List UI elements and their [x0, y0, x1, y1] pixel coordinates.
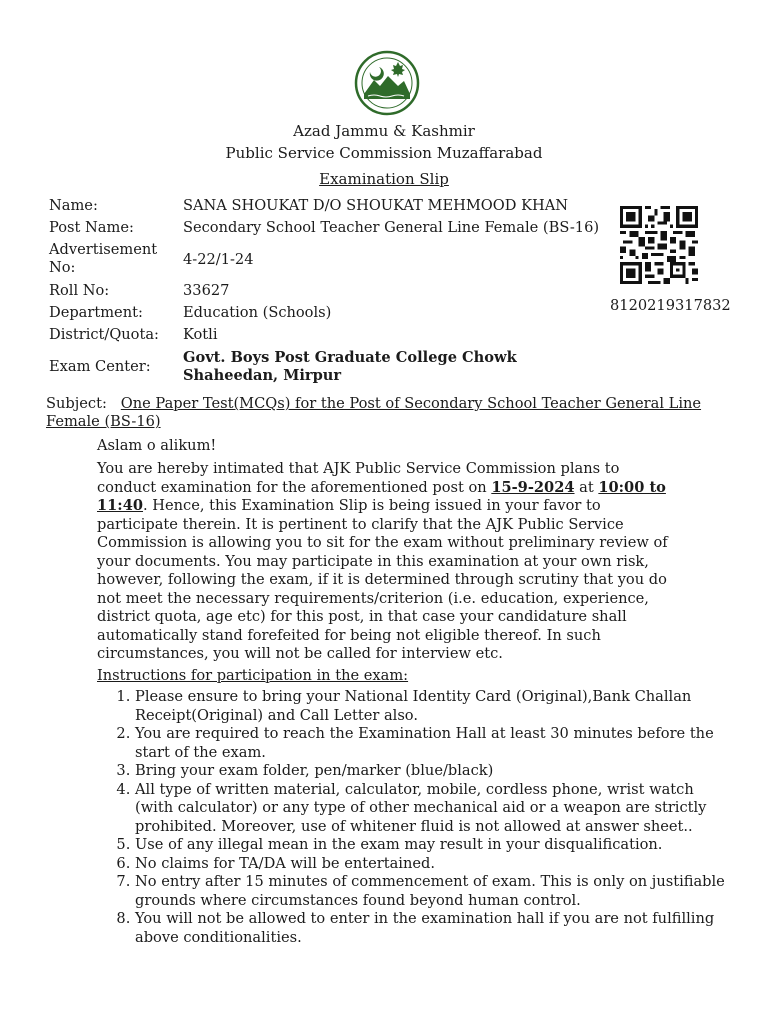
list-item: 1. Please ensure to bring your National Identity Card (Original),Bank Challan Receipt(Original) and Call Letter also. — [135, 688, 725, 725]
roll-no-label: Roll No: — [49, 282, 110, 299]
subject-text: One Paper Test(MCQs) for the Post of Secondary School Teacher General Line Female (BS-16) — [46, 395, 702, 430]
list-item: 2. You are required to reach the Examination Hall at least 30 minutes before the start of the exam. — [135, 725, 725, 762]
slip-title: Examination Slip — [319, 170, 449, 188]
subject-line — [46, 395, 726, 431]
list-item: 7. No entry after 15 minutes of commencement of exam. This is only on justifiable grounds where circumstances found beyond human control. — [135, 873, 725, 910]
exam-center-label: Exam Center: — [49, 358, 151, 375]
exam-center-value: Govt. Boys Post Graduate College Chowk Shaheedan, Mirpur — [183, 349, 517, 384]
exam-date: 15-9-2024 — [491, 478, 575, 496]
roll-no-value: 33627 — [183, 282, 230, 299]
list-item: 5. Use of any illegal mean in the exam may result in your disqualification. — [135, 836, 725, 855]
qr-code — [620, 206, 698, 284]
subject-label: Subject: — [46, 395, 107, 412]
intimation-paragraph: You are hereby intimated that AJK Public Service Commission plans to conduct examination for the aforementioned post on 15-9-2024 at 10:00 to 11:40. Hence, this Examination Slip is being issued in your favor to participate therein. It is pertinent to clarify that the AJK Public Service Commission is allowing you to sit for the exam without preliminary review of your documents. You may participate in this examination at your own risk, however, following the exam, if it is determined through scrutiny that you do not meet the necessary requirements/criterion (i.e. education, experience, district quota, age etc) for this post, in that case your candidature shall automatically stand forefeited for being not eligible thereof. In such circumstances, you will not be called for interview etc. — [97, 460, 668, 662]
list-item: 3. Bring your exam folder, pen/marker (blue/black) — [135, 762, 725, 781]
list-item: 6. No claims for TA/DA will be entertained. — [135, 855, 725, 874]
name-value: SANA SHOUKAT D/O SHOUKAT MEHMOOD KHAN — [183, 197, 569, 214]
instructions-list — [97, 688, 725, 947]
department-label: Department: — [49, 304, 143, 321]
name-label: Name: — [49, 197, 98, 214]
greeting: Aslam o alikum! — [97, 437, 217, 454]
advertisement-label: Advertisement No: — [49, 241, 158, 276]
ajk-emblem-logo — [354, 50, 420, 116]
list-item: 8. You will not be allowed to enter in the examination hall if you are not fulfilling above conditionalities. — [135, 910, 725, 947]
commission-name: Public Service Commission Muzaffarabad — [225, 144, 543, 162]
exam-time: 10:00 to 11:40 — [97, 478, 666, 514]
post-name-label: Post Name: — [49, 219, 134, 236]
district-label: District/Quota: — [49, 326, 159, 343]
list-item: 4. All type of written material, calculator, mobile, cordless phone, wrist watch (with calculator) or any type of other mechanical aid or a weapon are strictly prohibited. Moreover, use of whitener fluid is not allowed at answer sheet.. — [135, 781, 725, 837]
post-name-value: Secondary School Teacher General Line Female (BS-16) — [183, 219, 600, 236]
org-name: Azad Jammu & Kashmir — [293, 122, 475, 140]
department-value: Education (Schools) — [183, 304, 332, 321]
advertisement-value: 4-22/1-24 — [183, 251, 254, 268]
qr-number: 8120219317832 — [610, 297, 731, 314]
district-value: Kotli — [183, 326, 218, 343]
instructions-heading: Instructions for participation in the exam: — [97, 667, 409, 684]
